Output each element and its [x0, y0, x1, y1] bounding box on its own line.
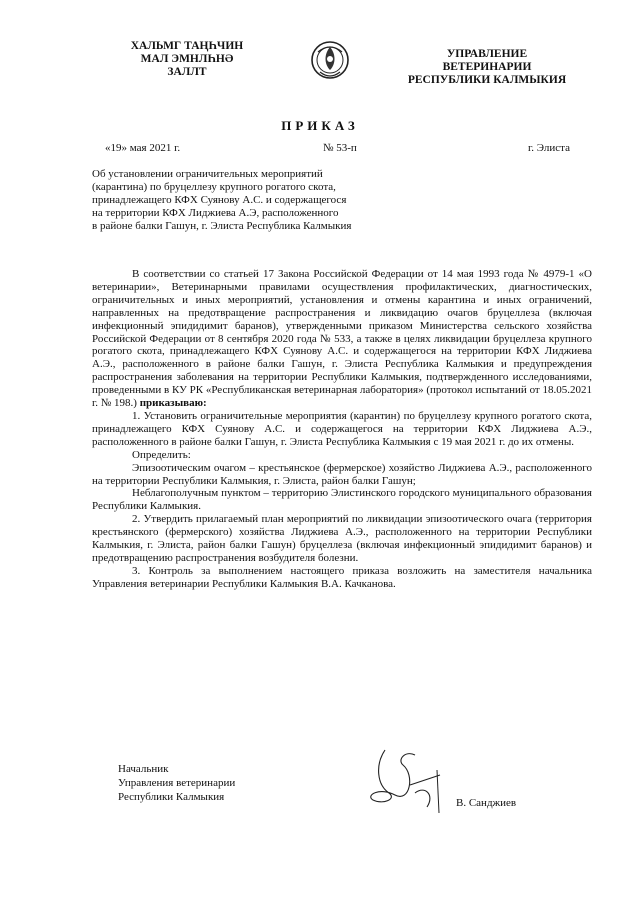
document-header: [0, 38, 640, 108]
order-number: № 53-п: [323, 142, 357, 154]
header-right-line-1: УПРАВЛЕНИЕ: [446, 48, 528, 60]
clause-2: 2. Утвердить прилагаемый план мероприятий по ликвидации эпизоотического очага (территория крестьянского (фермерского) хозяйства Лиджиева А.Э., расположенного на территории Республики Калмыкия, г. Элиста, район балки Гашун) бруцеллеза (включая инфекционный эпидидимит баранов) и предотвращению распространения возбудителя болезни.: [92, 513, 592, 564]
handwritten-signature: [355, 745, 445, 815]
order-subject: [92, 168, 432, 233]
subject-line: в районе балки Гашун, г. Элиста Республика Калмыкия: [92, 220, 352, 232]
header-left-line-3: ЗАЛЛТ: [167, 66, 207, 78]
subject-line: на территории КФХ Лиджиева А.Э, расположенного: [92, 207, 339, 219]
clause-1: 1. Установить ограничительные мероприятия (карантин) по бруцеллезу крупного рогатого скота, принадлежащего КФХ Суянову А.С. и содержащегося на территории КФХ Лиджиева А.Э., расположенного в районе балки Гашун, г. Элиста Республика Калмыкия с 19 мая 2021 г. до их отмены.: [92, 409, 592, 448]
preamble-text: В соответствии со статьей 17 Закона Российской Федерации от 14 мая 1993 года № 4979-1 «О ветеринарии», Ветеринарными правилами осуществления профилактических, диагностических, ограничительных и иных мероприятий, установления и отмены карантина и иных ограничений, направленных на предотвращение распространения и ликвидацию очагов бруцеллеза (включая инфекционный эпидидимит баранов), утвержденными приказом Министерства сельского хозяйства Российской Федерации от 8 сентября 2020 года № 533, а также в целях ликвидации бруцеллеза крупного рогатого скота, принадлежащего КФХ Суянову А.С. и содержащегося на территории КФХ Лиджиева А.Э., расположенного в районе балки Гашун, г. Элиста Республика Калмыкия и предупреждения распространения заболевания на территории Республики Калмыкия, подтвержденного исследованиями, проведенными в КУ РК «Республиканская ветеринарная лаборатория» (протокол испытаний от 18.05.2021 г. № 198.): [92, 268, 592, 410]
preamble-paragraph: [92, 268, 592, 410]
coat-of-arms-icon: [310, 38, 350, 82]
document-title: ПРИКАЗ: [281, 118, 359, 133]
order-word: приказываю:: [139, 397, 207, 410]
signatory-title-line: Начальник: [118, 763, 169, 775]
signatory-name: В. Санджиев: [456, 797, 517, 809]
header-right-line-2: ВЕТЕРИНАРИИ: [442, 61, 532, 73]
signatory-title: [118, 762, 235, 804]
document-meta: [0, 142, 640, 158]
unfavorable-point: Неблагополучным пунктом – территорию Элистинского городского муниципального образования Республики Калмыкия.: [92, 487, 592, 513]
define-label: Определить:: [132, 448, 191, 461]
subject-line: Об установлении ограничительных мероприятий: [92, 168, 323, 180]
order-date: «19» мая 2021 г.: [105, 142, 181, 154]
signatory-title-line: Республики Калмыкия: [118, 791, 225, 803]
subject-line: (карантина) по бруцеллезу крупного рогатого скота,: [92, 181, 336, 193]
signatory-title-line: Управления ветеринарии: [118, 777, 236, 789]
header-russian-name: [392, 48, 582, 87]
header-left-line-2: МАЛ ЭМНЛҺНӘ: [140, 53, 234, 65]
order-body: [92, 268, 592, 591]
header-kalmyk-name: [112, 40, 262, 79]
subject-line: принадлежащего КФХ Суянову А.С. и содержащегося: [92, 194, 347, 206]
header-right-line-3: РЕСПУБЛИКИ КАЛМЫКИЯ: [407, 74, 567, 86]
epizootic-focus: Эпизоотическим очагом – крестьянское (фермерское) хозяйство Лиджиева А.Э., расположенного на территории Республики Калмыкия, г. Элиста, район балки Гашун;: [92, 461, 592, 487]
order-city: г. Элиста: [528, 142, 570, 154]
clause-3: 3. Контроль за выполнением настоящего приказа возложить на заместителя начальника Управления ветеринарии Республики Калмыкия В.А. Качканова.: [92, 564, 592, 590]
header-left-line-1: ХАЛЬМГ ТАҢҺЧИН: [130, 40, 244, 52]
